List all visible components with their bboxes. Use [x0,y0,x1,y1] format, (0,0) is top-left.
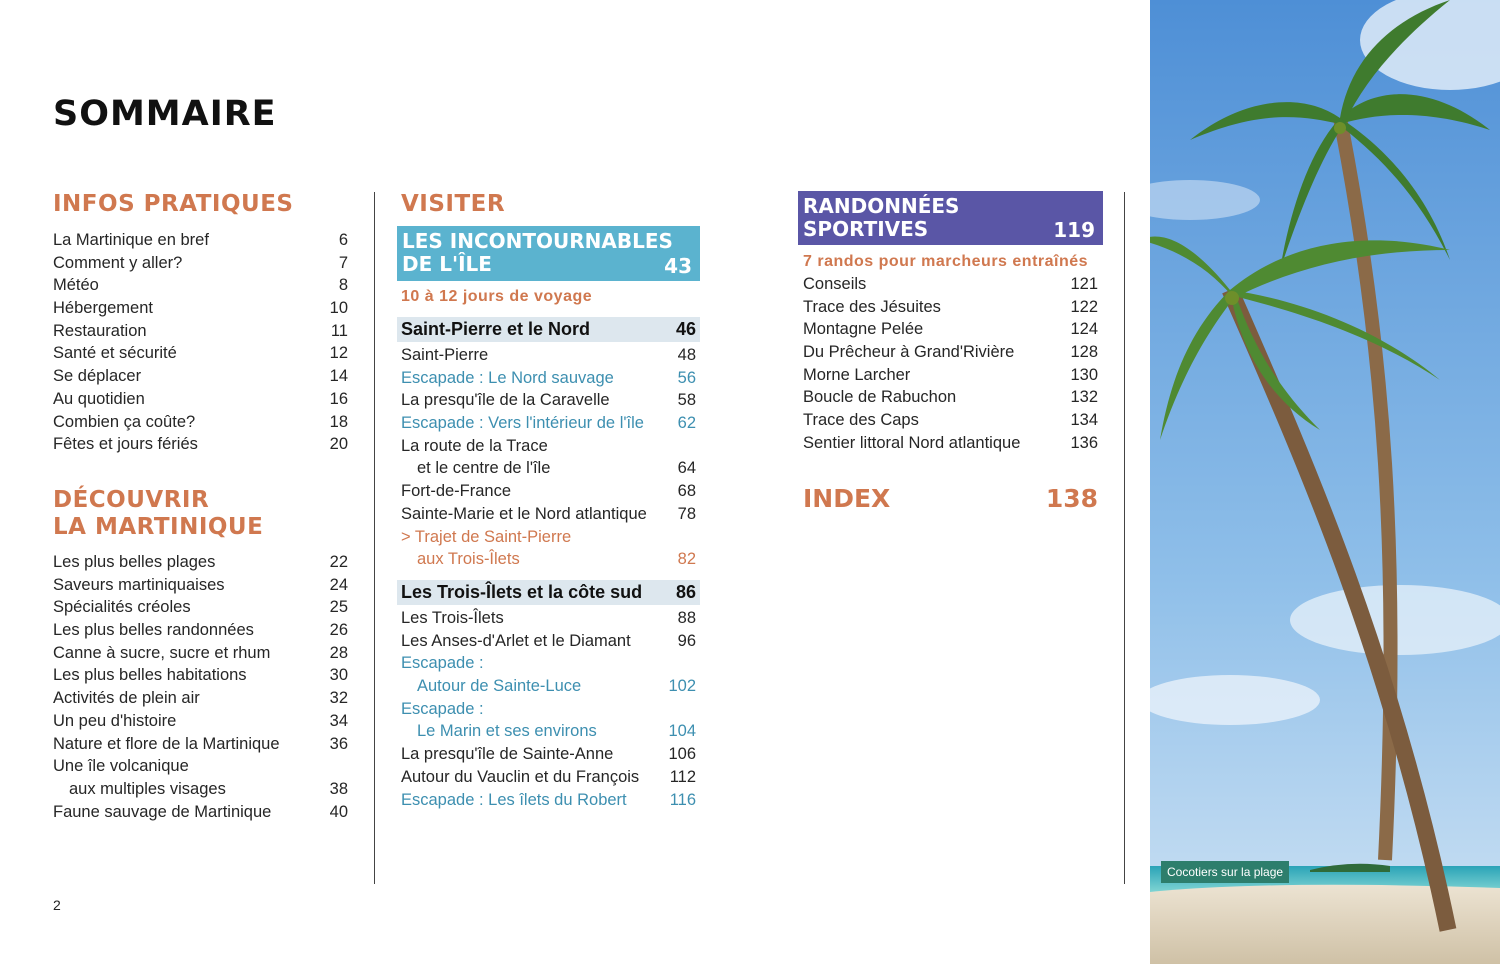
index-page-number: 138 [1045,484,1098,513]
toc-entry[interactable]: Faune sauvage de Martinique 40 [53,802,348,821]
section-heading-line: LA MARTINIQUE [53,514,264,540]
subheading-jours-de-voyage: 10 à 12 jours de voyage [401,288,593,305]
banner-line: DE L'ÎLE [402,252,492,276]
toc-entry[interactable]: Sentier littoral Nord atlantique 136 [803,433,1098,452]
toc-entry-escapade-continued[interactable]: Autour de Sainte-Luce 102 [417,677,696,696]
section-heading-decouvrir [53,487,263,541]
toc-entry[interactable]: Comment y aller? 7 [53,253,348,272]
toc-entry-escapade[interactable]: Escapade : Vers l'intérieur de l'île 62 [401,414,696,433]
toc-entry[interactable]: La route de la Trace [401,436,548,455]
toc-entry-escapade[interactable]: Escapade : [401,699,484,718]
toc-entry[interactable]: Canne à sucre, sucre et rhum 28 [53,643,348,662]
toc-entry-escapade-continued[interactable]: Le Marin et ses environs 104 [417,722,696,741]
banner-randonnees-sportives[interactable] [798,191,1103,245]
toc-list-sud [401,607,696,811]
toc-entry[interactable]: Fort-de-France 68 [401,482,696,501]
toc-entry-escapade[interactable]: Escapade : Le Nord sauvage 56 [401,368,696,387]
toc-entry[interactable]: Se déplacer 14 [53,367,348,386]
toc-list-nord [401,344,696,571]
column-divider [1124,192,1125,884]
section-heading-line: DÉCOUVRIR [53,487,210,513]
toc-list-decouvrir [53,551,348,823]
toc-entry[interactable]: Autour du Vauclin et du François 112 [401,767,696,786]
toc-entry[interactable]: Les plus belles randonnées 26 [53,621,348,640]
toc-entry[interactable]: Fêtes et jours fériés 20 [53,435,348,454]
toc-entry[interactable]: La presqu'île de la Caravelle 58 [401,391,696,410]
toc-entry[interactable]: Un peu d'histoire 34 [53,711,348,730]
toc-entry-continued[interactable]: aux multiples visages 38 [69,779,348,798]
toc-entry-continued[interactable]: et le centre de l'île 64 [417,459,696,478]
toc-entry[interactable]: Du Prêcheur à Grand'Rivière 128 [803,343,1098,362]
toc-entry[interactable]: Hébergement 10 [53,299,348,318]
toc-entry-trajet[interactable]: > Trajet de Saint-Pierre [401,527,572,546]
column-divider [374,192,375,884]
toc-entry[interactable]: Combien ça coûte? 18 [53,412,348,431]
toc-entry-trajet-continued[interactable]: aux Trois-Îlets 82 [417,550,696,569]
toc-entry[interactable]: Nature et flore de la Martinique 36 [53,734,348,753]
toc-entry[interactable]: Morne Larcher 130 [803,365,1098,384]
toc-entry[interactable]: Les plus belles plages 22 [53,553,348,571]
toc-list-infos-pratiques [53,229,348,456]
banner-page-number: 43 [664,254,692,278]
region-heading-sud[interactable]: Les Trois-Îlets et la côte sud 86 [397,580,700,605]
toc-entry[interactable]: Montagne Pelée 124 [803,320,1098,339]
region-page-number: 86 [675,582,696,602]
region-page-number: 46 [675,319,696,339]
region-heading-nord[interactable]: Saint-Pierre et le Nord 46 [397,317,700,342]
toc-entry[interactable]: La presqu'île de Sainte-Anne 106 [401,745,696,764]
toc-list-randonnees [803,273,1098,455]
toc-entry[interactable]: Restauration 11 [53,321,348,340]
toc-entry[interactable]: Une île volcanique [53,757,189,776]
toc-entry[interactable]: Santé et sécurité 12 [53,344,348,363]
banner-line: RANDONNÉES [803,194,960,218]
toc-entry-escapade[interactable]: Escapade : [401,654,484,673]
subheading-randos: 7 randos pour marcheurs entraînés [803,253,1089,270]
beach-palm-photo [1150,0,1500,964]
banner-page-number: 119 [1053,218,1095,242]
section-heading-infos-pratiques: INFOS PRATIQUES [53,191,294,217]
toc-entry[interactable]: La Martinique en bref 6 [53,231,348,249]
toc-entry[interactable]: Les Trois-Îlets 88 [401,609,696,627]
toc-entry[interactable]: Sainte-Marie et le Nord atlantique 78 [401,504,696,523]
toc-entry[interactable]: Trace des Caps 134 [803,411,1098,430]
toc-entry-escapade[interactable]: Escapade : Les îlets du Robert 116 [401,790,696,809]
banner-line: SPORTIVES [803,217,929,241]
index-entry[interactable] [803,484,1098,513]
toc-entry[interactable]: Au quotidien 16 [53,389,348,408]
banner-incontournables[interactable] [397,226,700,281]
toc-entry[interactable]: Saint-Pierre 48 [401,346,696,364]
page-number: 2 [53,897,61,913]
toc-entry[interactable]: Conseils 121 [803,275,1098,293]
toc-entry[interactable]: Saveurs martiniquaises 24 [53,575,348,594]
section-heading-visiter: VISITER [401,191,506,217]
index-label: INDEX [803,484,891,513]
toc-entry[interactable]: Boucle de Rabuchon 132 [803,388,1098,407]
toc-entry[interactable]: Les Anses-d'Arlet et le Diamant 96 [401,631,696,650]
photo-caption: Cocotiers sur la plage [1161,861,1289,883]
toc-entry[interactable]: Météo 8 [53,276,348,295]
toc-entry[interactable]: Trace des Jésuites 122 [803,297,1098,316]
page-title: SOMMAIRE [53,94,277,134]
toc-entry[interactable]: Spécialités créoles 25 [53,598,348,617]
toc-entry[interactable]: Les plus belles habitations 30 [53,666,348,685]
banner-line: LES INCONTOURNABLES [402,229,673,253]
toc-entry[interactable]: Activités de plein air 32 [53,689,348,708]
